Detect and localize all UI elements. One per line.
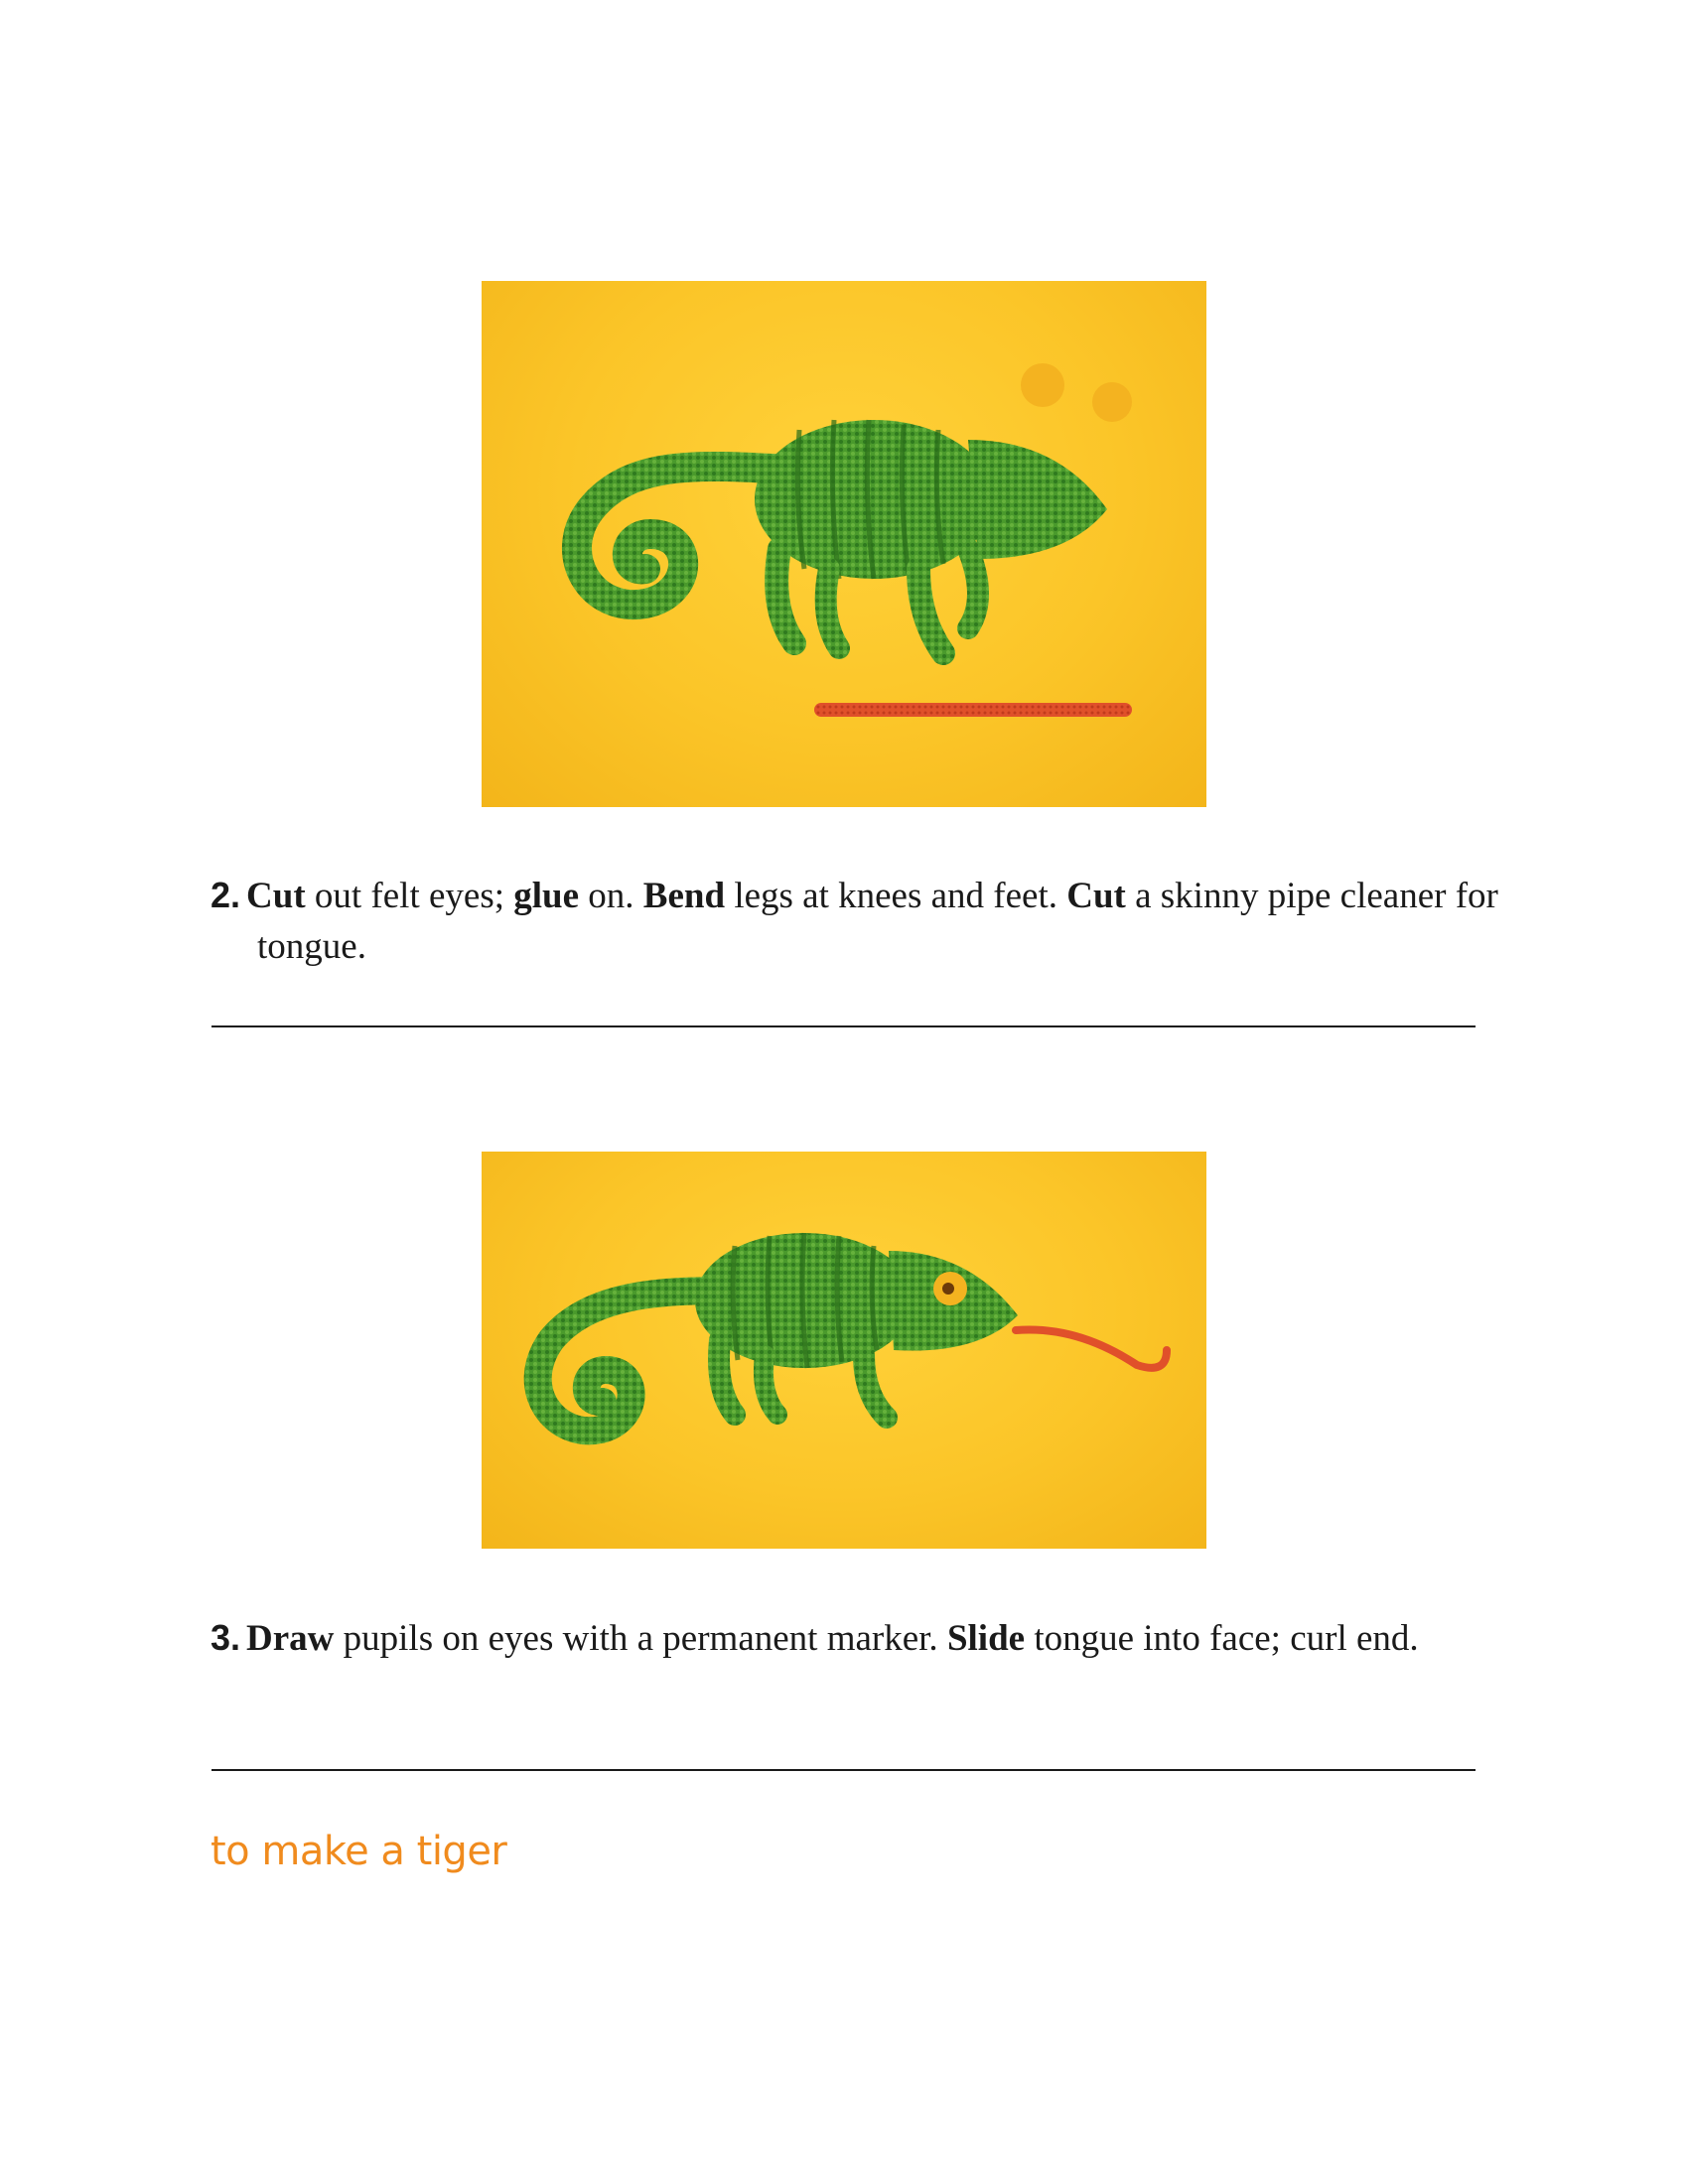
step-2-verb-cut-2: Cut [1066, 876, 1126, 916]
step-3-number: 3. [211, 1617, 241, 1658]
step-3-verb-slide: Slide [946, 1618, 1026, 1659]
chameleon-step2-photo [482, 281, 1206, 807]
step-2-instruction [211, 870, 1528, 972]
felt-eye-right [1092, 382, 1132, 422]
step-3-verb-draw: Draw [246, 1618, 335, 1659]
step-3-text: tongue into face; curl end. [1025, 1618, 1419, 1659]
step-3-instruction [211, 1612, 1528, 1664]
next-section-heading: to make a tiger [211, 1829, 507, 1874]
section-divider [211, 1769, 1476, 1771]
chameleon-head [968, 440, 1107, 559]
pupil [942, 1283, 954, 1295]
step-2-verb-glue: glue [513, 876, 580, 916]
chameleon-step3-photo [482, 1152, 1206, 1549]
step-2-text: a skinny pipe cleaner for tongue. [257, 876, 1498, 967]
step-2-verb-cut: Cut [246, 876, 306, 916]
step-3-text: pupils on eyes with a permanent marker. [334, 1618, 947, 1659]
tongue-pipe-cleaner [814, 703, 1132, 717]
step-2-verb-bend: Bend [642, 876, 726, 916]
felt-eye-left [1021, 363, 1064, 407]
step-2-text: on. [579, 876, 643, 916]
step-2-text: legs at knees and feet. [725, 876, 1067, 916]
step-2-text: out felt eyes; [305, 876, 514, 916]
curled-tongue [1016, 1329, 1167, 1367]
chameleon-parts-illustration [482, 281, 1206, 807]
step-2-number: 2. [211, 875, 241, 915]
section-divider [211, 1025, 1476, 1027]
finished-chameleon-illustration [482, 1152, 1206, 1549]
